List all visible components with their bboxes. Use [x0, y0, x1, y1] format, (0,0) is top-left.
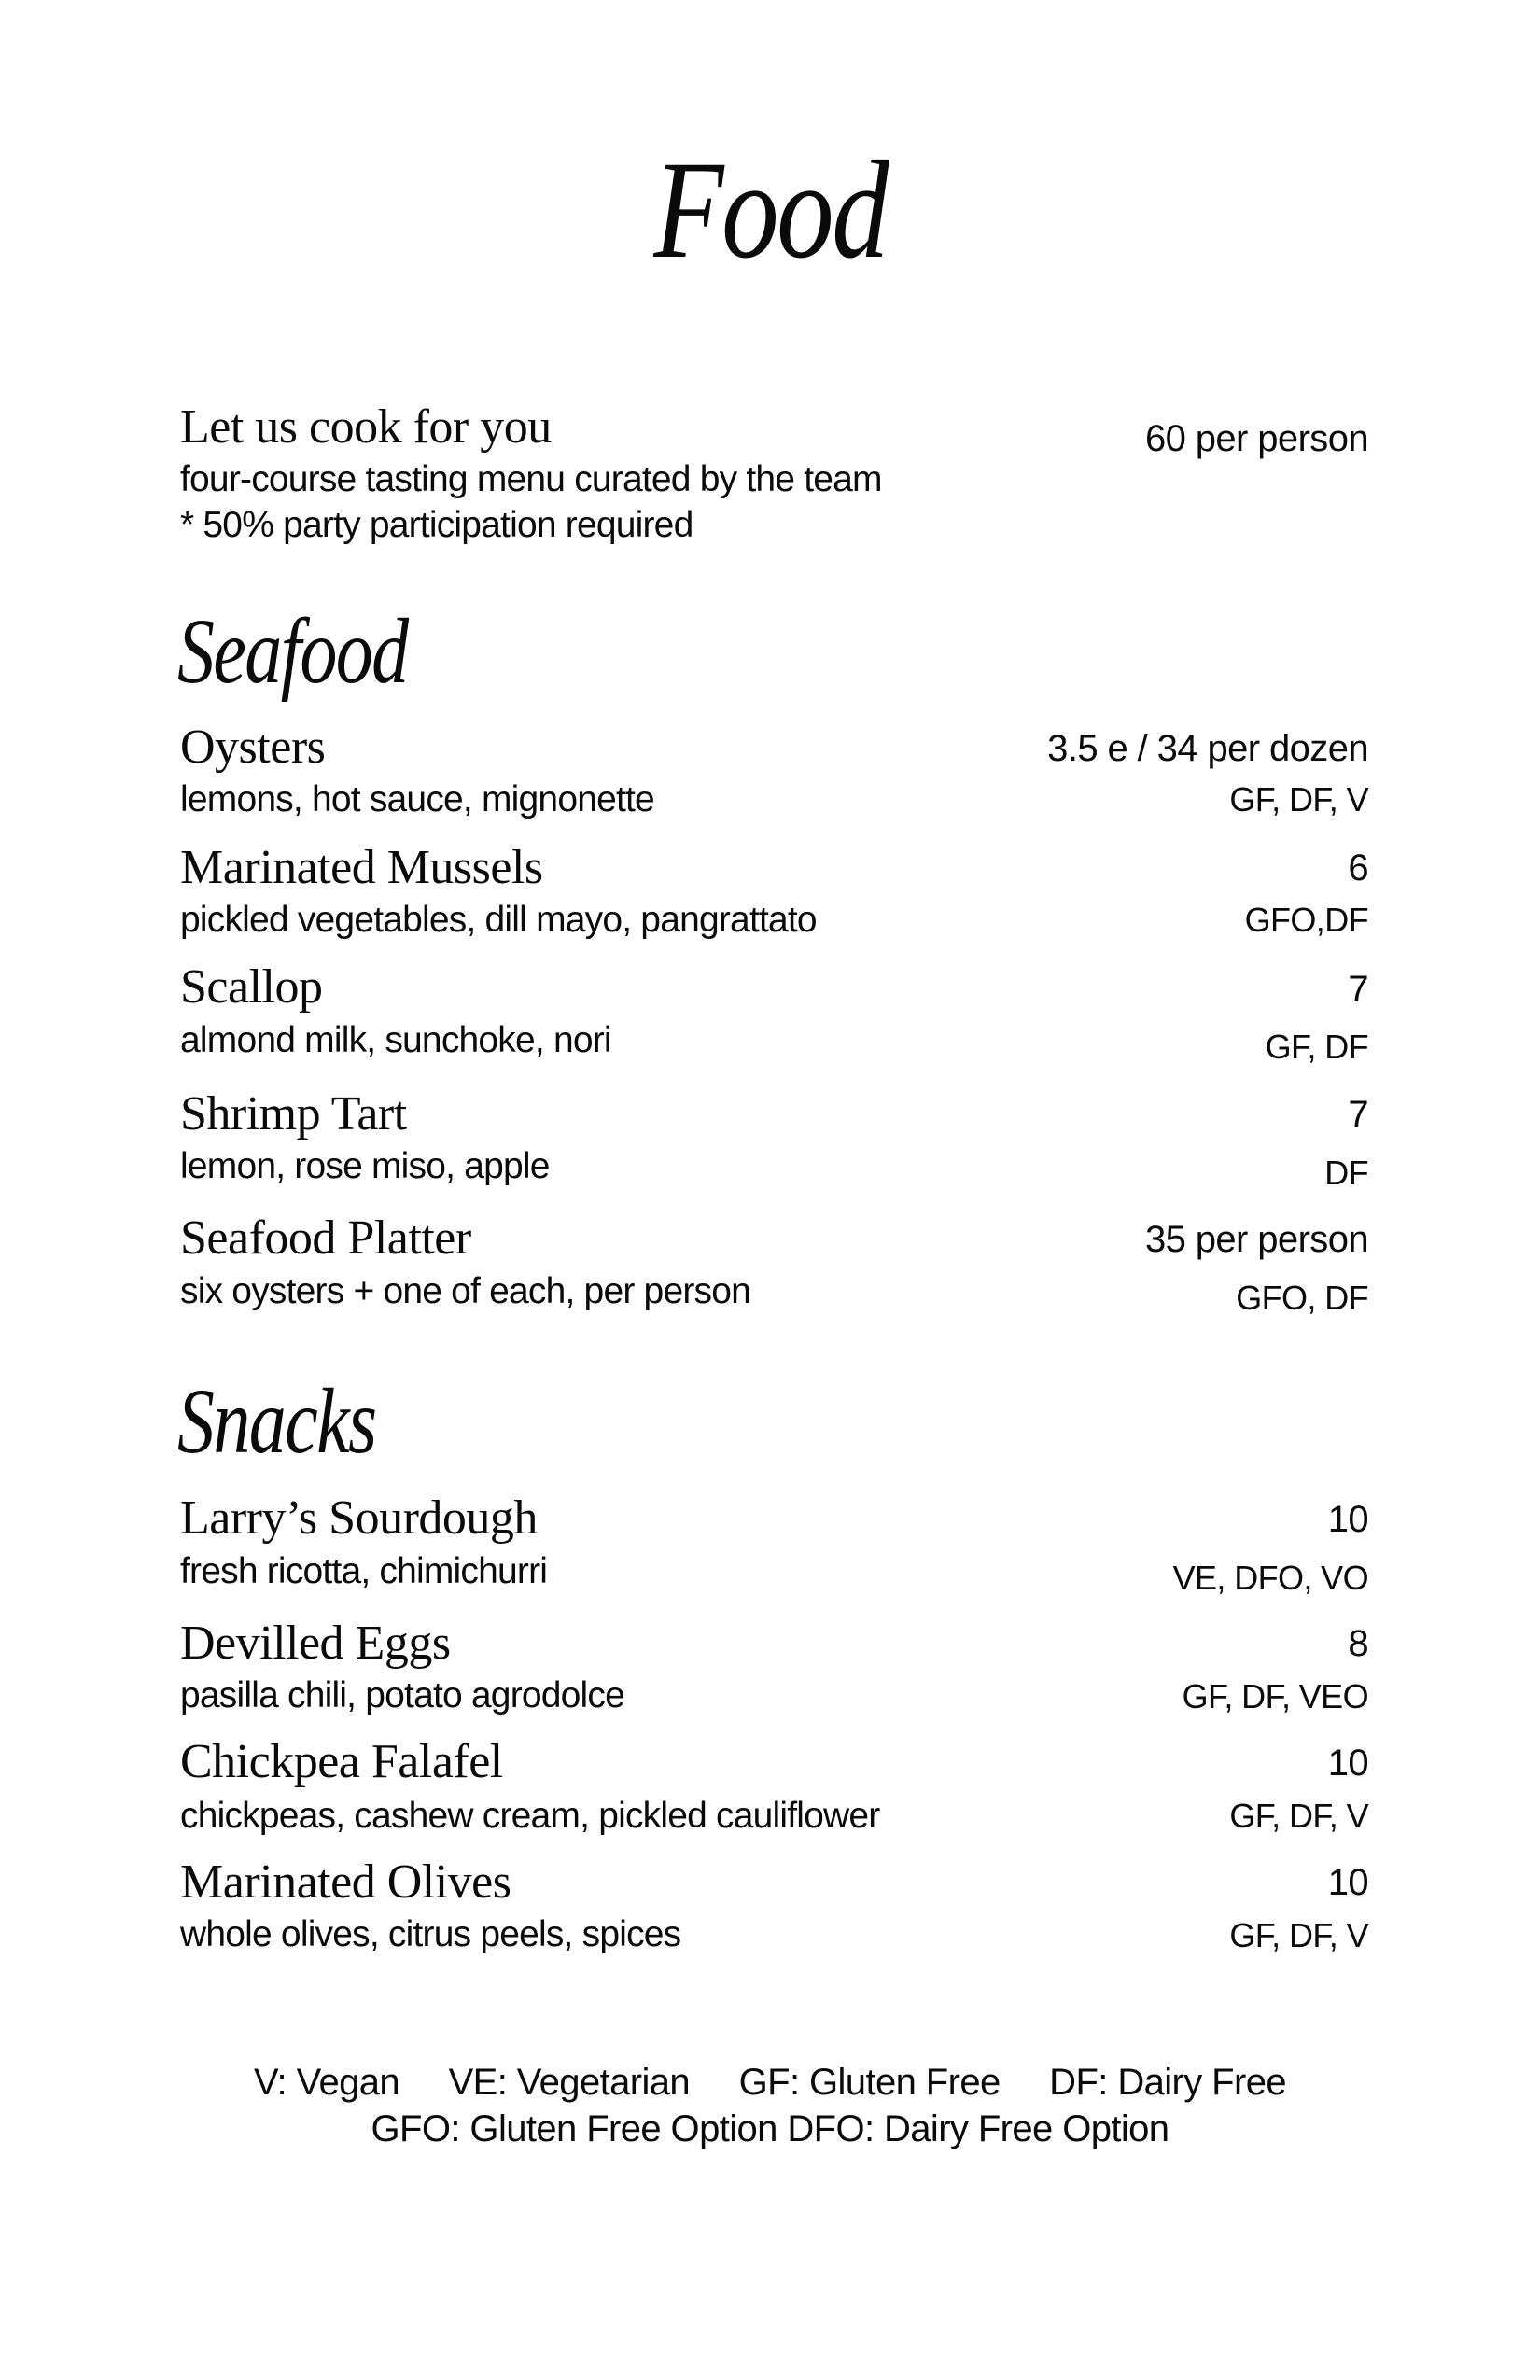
menu-item-description: pickled vegetables, dill mayo, pangrattato	[180, 900, 817, 940]
menu-item-description: fresh ricotta, chimichurri	[180, 1551, 548, 1591]
menu-item-dietary-tags: GF, DF, V	[1229, 780, 1368, 819]
section-heading-snacks: Snacks	[177, 1369, 376, 1473]
menu-item-name: Marinated Olives	[180, 1855, 511, 1909]
dietary-legend-line-2: GFO: Gluten Free Option DFO: Dairy Free Option	[371, 2108, 1169, 2149]
menu-item-price: 6	[1348, 847, 1368, 889]
menu-item-name: Seafood Platter	[180, 1211, 471, 1265]
menu-item-name: Devilled Eggs	[180, 1617, 451, 1670]
dietary-legend-line-1: V: Vegan VE: Vegetarian GF: Gluten Free DF: Dairy Free	[253, 2062, 1287, 2103]
menu-item-dietary-tags: GFO,DF	[1244, 901, 1368, 939]
tasting-menu-description: four-course tasting menu curated by the team	[180, 459, 882, 499]
menu-item-description: pasilla chili, potato agrodolce	[180, 1675, 625, 1715]
tasting-menu-note: * 50% party participation required	[180, 505, 693, 545]
menu-item-name: Oysters	[180, 721, 326, 774]
menu-item-dietary-tags: GF, DF, V	[1229, 1916, 1368, 1954]
menu-item-price: 10	[1327, 1743, 1368, 1784]
menu-item-price: 7	[1348, 1094, 1368, 1135]
menu-item-name: Larry’s Sourdough	[180, 1491, 538, 1545]
menu-item-dietary-tags: GFO, DF	[1236, 1279, 1368, 1317]
menu-item-price: 10	[1327, 1499, 1368, 1540]
menu-item-description: chickpeas, cashew cream, pickled cauliflower	[180, 1796, 880, 1836]
menu-item-name: Shrimp Tart	[180, 1087, 407, 1141]
menu-item-name: Chickpea Falafel	[180, 1735, 503, 1788]
menu-item-dietary-tags: VE, DFO, VO	[1172, 1559, 1368, 1597]
tasting-menu-name: Let us cook for you	[180, 400, 552, 454]
page-title	[0, 133, 1540, 287]
menu-item-dietary-tags: DF	[1324, 1154, 1368, 1192]
menu-item-description: lemons, hot sauce, mignonette	[180, 779, 654, 819]
menu-item-dietary-tags: GF, DF	[1265, 1028, 1368, 1066]
menu-item-price: 3.5 e / 34 per dozen	[1047, 728, 1368, 769]
menu-item-price: 8	[1348, 1623, 1368, 1664]
menu-item-description: whole olives, citrus peels, spices	[180, 1914, 681, 1954]
menu-item-dietary-tags: GF, DF, V	[1229, 1797, 1368, 1835]
menu-item-description: almond milk, sunchoke, nori	[180, 1020, 611, 1060]
menu-item-name: Scallop	[180, 960, 323, 1014]
menu-item-dietary-tags: GF, DF, VEO	[1182, 1677, 1368, 1715]
page-title-text: Food	[653, 133, 887, 287]
menu-item-price: 7	[1348, 969, 1368, 1010]
menu-item-name: Marinated Mussels	[180, 841, 543, 894]
tasting-menu-price: 60 per person	[1144, 418, 1368, 459]
menu-item-description: six oysters + one of each, per person	[180, 1271, 751, 1311]
menu-item-description: lemon, rose miso, apple	[180, 1146, 550, 1186]
menu-item-price: 35 per person	[1144, 1219, 1368, 1260]
menu-item-price: 10	[1327, 1862, 1368, 1903]
section-heading-seafood: Seafood	[177, 599, 408, 703]
